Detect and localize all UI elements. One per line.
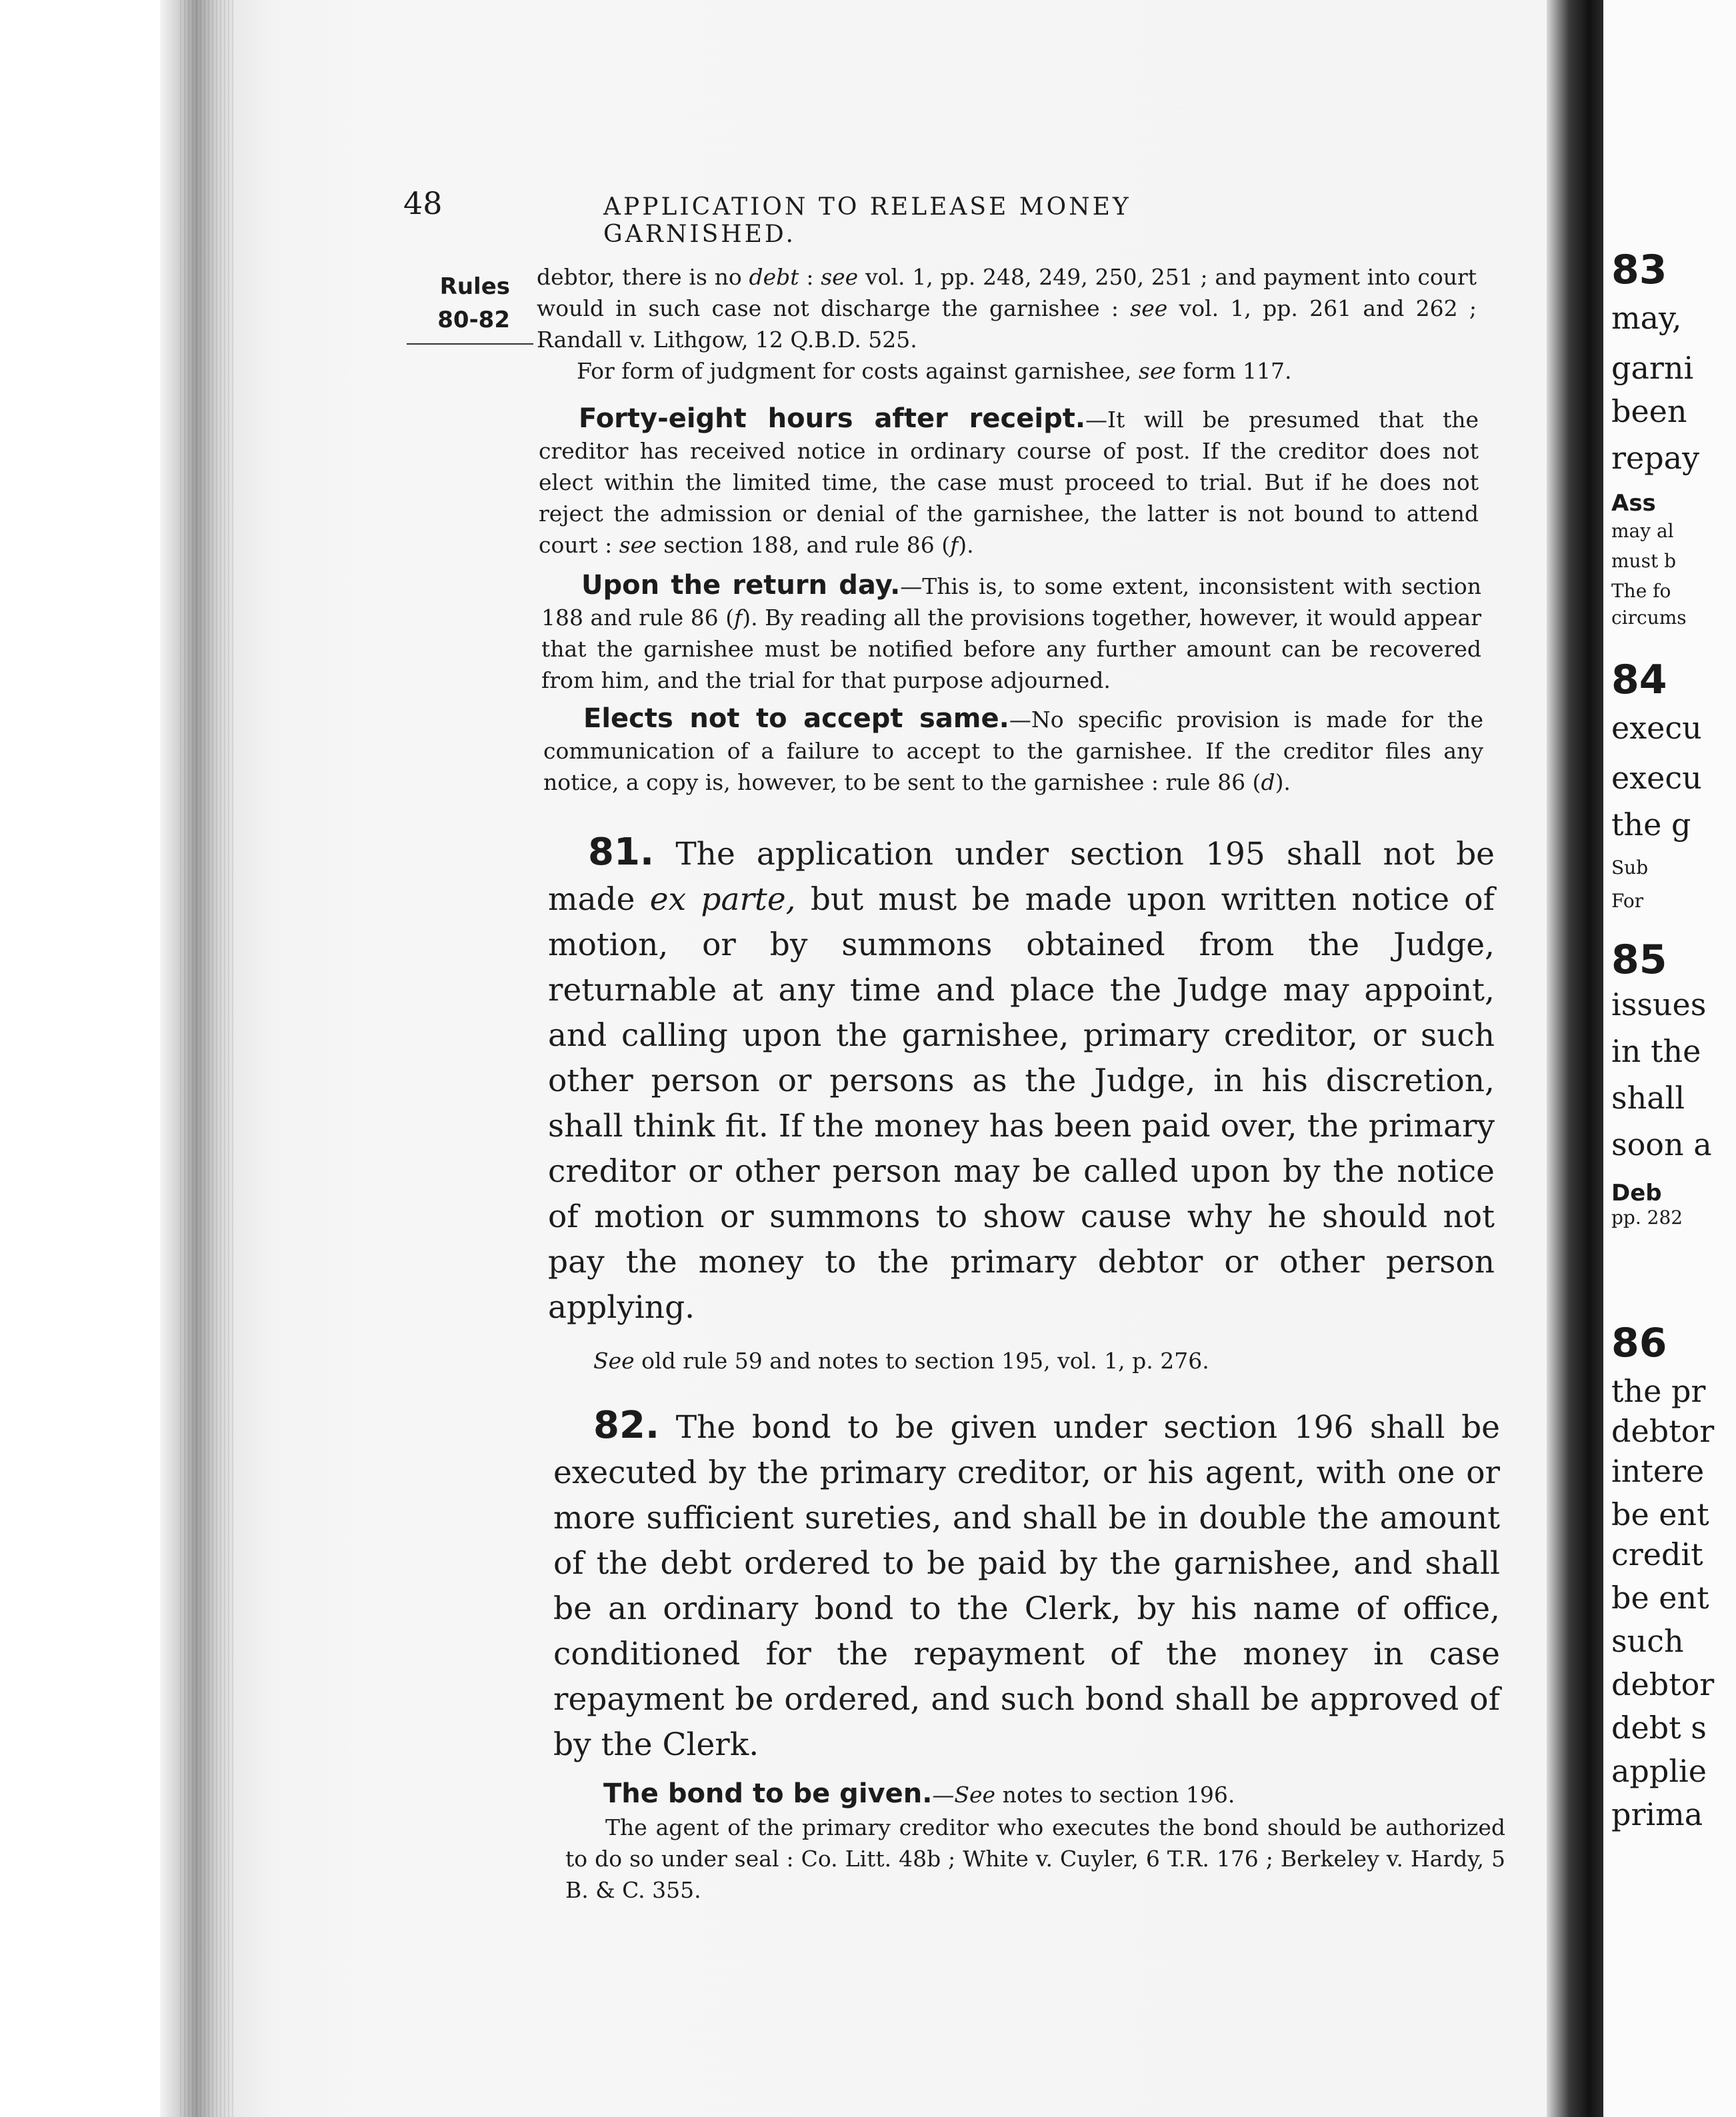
forty-eight-heading: Forty-eight hours after receipt. <box>579 403 1086 434</box>
next-page-fragment-line: in the <box>1611 1033 1701 1069</box>
rule-81-text-b: but must be made upon written notice of motion, or by summons obtained from the Judge, returnable at any time and place the Judge may appoint, and calling upon the garnishee, primary creditor, or such other person or persons as the Judge, in his discretion, shall think fit. If the money has been paid over, the primary creditor or other person may be called upon by the notice of motion or summons to show cause why he should not pay the money to the primary debtor or other person applying. <box>548 881 1495 1326</box>
next-page-fragment-line: the pr <box>1611 1373 1706 1409</box>
intro-see2: see <box>1130 295 1168 321</box>
return-day-text-a: —This is, to some extent, inconsistent with section 188 and rule 86 ( <box>541 573 1481 631</box>
next-page-fragment-line: Ass <box>1611 490 1656 517</box>
intro-see1: see <box>821 264 859 290</box>
form-note-see: see <box>1138 358 1176 384</box>
rule-81 <box>548 830 1495 1330</box>
next-page-fragment-line: Sub <box>1611 857 1649 879</box>
rule-81-ref-text: old rule 59 and notes to section 195, vol. 1, p. 276. <box>634 1348 1209 1374</box>
next-page-fragment-line: 85 <box>1611 937 1667 983</box>
intro-text-b: : <box>799 264 821 290</box>
rule-81-ex-parte: ex parte, <box>649 881 796 918</box>
return-day-heading: Upon the return day. <box>581 570 901 601</box>
forty-eight-text-c: ). <box>958 532 974 558</box>
next-page-fragment-line: repay <box>1611 440 1700 476</box>
next-page-fragment-line: soon a <box>1611 1126 1712 1162</box>
next-page-fragment-line: 84 <box>1611 657 1667 703</box>
elects-text-a: —No specific provision is made for the communication of a failure to accept to the garnishee. If the creditor files any notice, a copy is, however, to be sent to the garnishee : rule 86 ( <box>543 707 1483 795</box>
bond-note <box>563 1778 1503 1810</box>
next-page-fragment-line: been <box>1611 393 1687 429</box>
next-page-fragment-line: be ent <box>1611 1496 1709 1532</box>
next-page-fragment-line: applie <box>1611 1753 1707 1789</box>
next-page-fragment-line: shall <box>1611 1080 1685 1116</box>
bond-note-dash: — <box>932 1782 955 1808</box>
elects-heading: Elects not to accept same. <box>583 703 1009 734</box>
next-page-fragment-line: debtor <box>1611 1666 1715 1702</box>
intro-text-a: debtor, there is no <box>537 264 749 290</box>
next-page-fragment-line: issues <box>1611 987 1707 1023</box>
next-page-fragment-line: The fo <box>1611 580 1671 602</box>
bond-authority-note <box>565 1812 1505 1906</box>
next-page-fragment-line: debtor <box>1611 1413 1715 1449</box>
rule-81-ref-see: See <box>593 1348 635 1374</box>
rule-81-reference <box>593 1345 1487 1376</box>
next-page-fragment-line: may, <box>1611 300 1682 336</box>
next-page-fragment-line: pp. 282 <box>1611 1206 1683 1228</box>
return-day-note <box>541 570 1481 696</box>
page-number: 48 <box>403 185 443 221</box>
forty-eight-f: f <box>950 532 959 558</box>
next-page-fragment-line: execu <box>1611 710 1702 746</box>
return-day-text-b: ). By reading all the provisions together, however, it would appear that the garnishee must be notified before any further amount can be recovered from him, and the trial for that purpose adjourned. <box>541 605 1481 693</box>
next-page-fragment-line: be ent <box>1611 1580 1709 1616</box>
bond-note-text-b: The agent of the primary creditor who executes the bond should be authorized to do so under seal : Co. Litt. 48b ; White v. Cuyler, 6 T.R. 176 ; Berkeley v. Hardy, 5 B. & C. 355. <box>565 1814 1505 1903</box>
forty-eight-see: see <box>619 532 657 558</box>
rule-82 <box>553 1403 1500 1768</box>
margin-rule <box>407 343 533 345</box>
forty-eight-text-a: —It will be presumed that the creditor has received notice in ordinary course of post. If the creditor does not elect within the limited time, the case must proceed to trial. But if he does not reject the admission or denial of the garnishee, the latter is not bound to attend court : <box>539 407 1479 558</box>
elects-note <box>543 703 1483 798</box>
running-head: APPLICATION TO RELEASE MONEY GARNISHED. <box>603 193 1131 248</box>
next-page-fragment-line: such <box>1611 1623 1684 1659</box>
next-page-fragment-line: circums <box>1611 607 1687 629</box>
intro-debt: debt <box>749 264 799 290</box>
next-page-fragment-line: execu <box>1611 760 1702 796</box>
next-page-fragment-line: 86 <box>1611 1320 1667 1366</box>
bond-note-see: See <box>954 1782 996 1808</box>
intro-paragraph <box>537 261 1477 355</box>
next-page-fragment-line: 83 <box>1611 247 1667 293</box>
elects-d: d <box>1261 769 1275 795</box>
next-page-fragment-line: must b <box>1611 550 1677 572</box>
rule-81-number: 81. <box>588 831 655 874</box>
margin-note <box>403 270 510 337</box>
rule-82-text: The bond to be given under section 196 shall be executed by the primary creditor, or his agent, with one or more sufficient sureties, and shall be in double the amount of the debt ordered to be paid by the garnishee, and shall be an ordinary bond to the Clerk, by his name of office, conditioned for the repayment of the money in case repayment be ordered, and such bond shall be approved of by the Clerk. <box>553 1409 1500 1763</box>
margin-note-line1: Rules <box>439 273 510 300</box>
intro-text-d: vol. 1, pp. 261 and 262 ; Randall v. Lithgow, 12 Q.B.D. 525. <box>537 295 1477 353</box>
next-page-fragment-line: garni <box>1611 350 1694 386</box>
forty-eight-hours-note <box>539 403 1479 561</box>
form-note-text-a: For form of judgment for costs against garnishee, <box>577 358 1139 384</box>
return-day-f: f <box>734 605 743 631</box>
margin-note-line2: 80-82 <box>437 307 510 333</box>
rule-82-number: 82. <box>593 1404 660 1447</box>
next-page-fragment-line: intere <box>1611 1453 1705 1489</box>
next-page-fragment-line: the g <box>1611 807 1691 843</box>
next-page-fragment-line: debt s <box>1611 1710 1707 1746</box>
next-page-fragment-line: Deb <box>1611 1180 1662 1206</box>
form-note-text-b: form 117. <box>1175 358 1292 384</box>
rule-81-text-a: The application under section 195 shall not be made <box>548 836 1495 918</box>
intro-text-c: vol. 1, pp. 248, 249, 250, 251 ; and payment into court would in such case not discharge the garnishee : <box>537 264 1477 321</box>
next-page-fragment-line: For <box>1611 890 1644 912</box>
forty-eight-text-b: section 188, and rule 86 ( <box>656 532 951 558</box>
next-page-fragment-line: credit <box>1611 1536 1703 1572</box>
next-page-fragment-line: may al <box>1611 520 1674 542</box>
elects-text-b: ). <box>1275 769 1291 795</box>
bond-note-heading: The bond to be given. <box>603 1778 933 1809</box>
form-note <box>577 355 1477 387</box>
bond-note-text-a: notes to section 196. <box>995 1782 1235 1808</box>
next-page-fragment-line: prima <box>1611 1796 1703 1832</box>
